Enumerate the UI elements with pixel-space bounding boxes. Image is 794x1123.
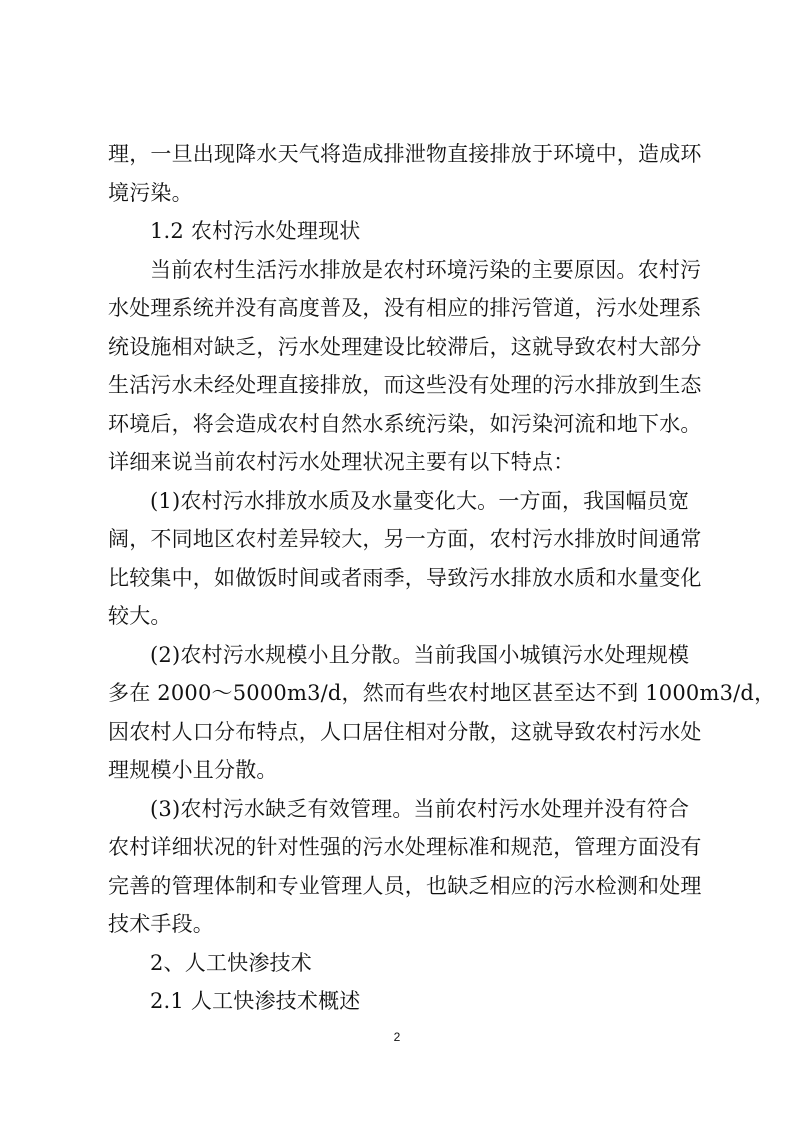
body-text-line: 详细来说当前农村污水处理状况主要有以下特点：: [108, 450, 575, 474]
body-text-line: 农村详细状况的针对性强的污水处理标准和规范，管理方面没有: [108, 835, 702, 859]
body-text-line: 因农村人口分布特点，人口居住相对分散，这就导致农村污水处: [108, 720, 702, 744]
list-item-text: (2)农村污水规模小且分散。当前我国小城镇污水处理规模: [150, 643, 690, 667]
body-text-line: 理，一旦出现降水天气将造成排泄物直接排放于环境中，造成环: [108, 142, 702, 166]
body-text-line: 技术手段。: [108, 912, 214, 936]
list-item-text: (1)农村污水排放水质及水量变化大。一方面，我国幅员宽: [150, 489, 690, 513]
body-text-line: 当前农村生活污水排放是农村环境污染的主要原因。农村污: [150, 258, 702, 282]
body-text-line: 水处理系统并没有高度普及，没有相应的排污管道，污水处理系: [108, 296, 702, 320]
body-text-line: 境污染。: [108, 181, 193, 205]
section-heading: 2、人工快渗技术: [150, 951, 312, 975]
section-heading: 1.2 农村污水处理现状: [150, 219, 361, 243]
body-text-line: 统设施相对缺乏，污水处理建设比较滞后，这就导致农村大部分: [108, 335, 702, 359]
section-heading: 2.1 人工快渗技术概述: [150, 989, 361, 1013]
body-text-line: 多在 2000～5000m3/d，然而有些农村地区甚至达不到 1000m3/d，: [108, 681, 776, 705]
body-text-line: 完善的管理体制和专业管理人员，也缺乏相应的污水检测和处理: [108, 874, 702, 898]
body-text-line: 比较集中，如做饭时间或者雨季，导致污水排放水质和水量变化: [108, 566, 702, 590]
body-text-line: 生活污水未经处理直接排放，而这些没有处理的污水排放到生态: [108, 373, 702, 397]
body-text-line: 较大。: [108, 604, 172, 628]
page-number: 2: [393, 1030, 401, 1044]
body-text-line: 阔，不同地区农村差异较大，另一方面，农村污水排放时间通常: [108, 527, 702, 551]
body-text-line: 环境后，将会造成农村自然水系统污染，如污染河流和地下水。: [108, 412, 702, 436]
list-item-text: (3)农村污水缺乏有效管理。当前农村污水处理并没有符合: [150, 797, 690, 821]
body-text-line: 理规模小且分散。: [108, 758, 278, 782]
